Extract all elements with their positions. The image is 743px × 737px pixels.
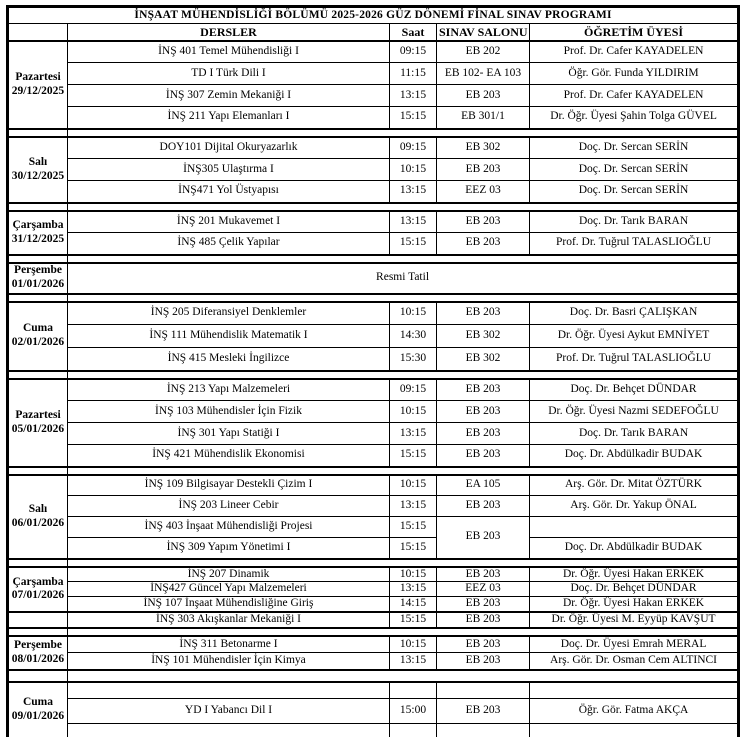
course-cell: İNŞ 201 Mukavemet I [68, 211, 390, 233]
course-cell: İNŞ 311 Betonarme I [68, 636, 390, 653]
course-cell: YD I Yabancı Dil I [68, 699, 390, 724]
day-date: 08/01/2026 [11, 652, 65, 665]
day-cell [8, 137, 68, 203]
exam-schedule-document [6, 5, 737, 737]
course-cell: İNŞ 207 Dinamik [68, 567, 390, 582]
schedule-row [8, 181, 739, 203]
instructor-cell: Dr. Öğr. Üyesi Hakan ERKEK [530, 567, 739, 582]
day-cell [8, 682, 68, 737]
schedule-row [8, 41, 739, 63]
room-cell: EB 203 [437, 85, 530, 107]
gap-day-cell [8, 371, 68, 379]
gap-day-cell [8, 129, 68, 137]
day-cell [8, 379, 68, 467]
course-cell: İNŞ 107 İnşaat Mühendisliğine Giriş [68, 597, 390, 612]
schedule-row [8, 379, 739, 401]
day-date: 06/01/2026 [11, 516, 65, 529]
time-cell [390, 682, 437, 699]
room-cell: EB 203 [437, 445, 530, 467]
schedule-body [8, 7, 739, 737]
time-cell: 11:15 [390, 63, 437, 85]
instructor-cell: Doç. Dr. Abdülkadir BUDAK [530, 445, 739, 467]
instructor-cell: Arş. Gör. Dr. Mitat ÖZTÜRK [530, 475, 739, 496]
instructor-cell: Doç. Dr. Tarık BARAN [530, 211, 739, 233]
schedule-row [8, 636, 739, 653]
time-cell: 14:15 [390, 597, 437, 612]
gap-cell [68, 467, 739, 475]
instructor-cell: Doç. Dr. Abdülkadir BUDAK [530, 538, 739, 559]
time-cell: 10:15 [390, 636, 437, 653]
instructor-cell: Arş. Gör. Dr. Osman Cem ALTINCI [530, 653, 739, 670]
room-cell: EB 102- EA 103 [437, 63, 530, 85]
time-cell: 13:15 [390, 85, 437, 107]
gap-day-cell [8, 670, 68, 682]
time-cell: 09:15 [390, 379, 437, 401]
day-name: Pazartesi [15, 408, 61, 421]
day-cell [8, 41, 68, 129]
schedule-row [8, 538, 739, 559]
course-cell: İNŞ 213 Yapı Malzemeleri [68, 379, 390, 401]
day-cell [8, 211, 68, 255]
schedule-row [8, 325, 739, 348]
day-name: Cuma [22, 696, 54, 709]
course-cell: İNŞ 307 Zemin Mekaniği I [68, 85, 390, 107]
block-gap [8, 670, 739, 682]
time-cell: 10:15 [390, 401, 437, 423]
room-cell [437, 682, 530, 699]
holiday-note: Resmi Tatil [68, 263, 739, 294]
instructor-cell: Prof. Dr. Cafer KAYADELEN [530, 85, 739, 107]
time-cell: 10:15 [390, 567, 437, 582]
time-cell: 15:15 [390, 517, 437, 538]
gap-day-cell [8, 628, 68, 636]
time-cell: 13:15 [390, 211, 437, 233]
room-cell: EB 301/1 [437, 107, 530, 129]
schedule-row [8, 724, 739, 737]
instructor-cell [530, 517, 739, 538]
schedule-row [8, 263, 739, 294]
schedule-row [8, 137, 739, 159]
room-cell: EB 203 [437, 612, 530, 628]
day-name: Cuma [22, 322, 54, 335]
gap-cell [68, 255, 739, 263]
course-cell: İNŞ427 Güncel Yapı Malzemeleri [68, 582, 390, 597]
schedule-row [8, 159, 739, 181]
instructor-cell: Doç. Dr. Üyesi Emrah MERAL [530, 636, 739, 653]
instructor-cell: Prof. Dr. Tuğrul TALASLIOĞLU [530, 348, 739, 371]
room-cell: EB 203 [437, 699, 530, 724]
time-cell: 09:15 [390, 41, 437, 63]
day-name: Perşembe [14, 264, 62, 277]
course-cell: İNŞ 205 Diferansiyel Denklemler [68, 302, 390, 325]
day-date: 29/12/2025 [11, 84, 65, 97]
room-cell: EEZ 03 [437, 181, 530, 203]
course-cell: TD I Türk Dili I [68, 63, 390, 85]
time-cell [390, 724, 437, 737]
room-cell: EB 203 [437, 379, 530, 401]
room-cell: EB 203 [437, 567, 530, 582]
course-cell: İNŞ 211 Yapı Elemanları I [68, 107, 390, 129]
gap-day-cell [8, 294, 68, 302]
room-cell: EB 302 [437, 325, 530, 348]
exam-schedule-table [6, 5, 740, 737]
instructor-cell: Doç. Dr. Behçet DÜNDAR [530, 582, 739, 597]
block-gap [8, 129, 739, 137]
instructor-cell [530, 724, 739, 737]
course-cell: İNŞ 401 Temel Mühendisliği I [68, 41, 390, 63]
day-cell [8, 302, 68, 371]
gap-day-cell [8, 559, 68, 567]
instructor-cell [530, 682, 739, 699]
col-header-saat: Saat [390, 24, 437, 41]
course-cell: İNŞ 101 Mühendisler İçin Kimya [68, 653, 390, 670]
course-cell: İNŞ 309 Yapım Yönetimi I [68, 538, 390, 559]
time-cell: 14:30 [390, 325, 437, 348]
day-name: Salı [28, 502, 48, 515]
schedule-row [8, 612, 739, 628]
col-header-dersler: DERSLER [68, 24, 390, 41]
day-date: 09/01/2026 [11, 710, 65, 723]
time-cell: 15:15 [390, 445, 437, 467]
schedule-row [8, 107, 739, 129]
gap-cell [68, 670, 739, 682]
block-gap [8, 559, 739, 567]
room-cell: EB 203 [437, 401, 530, 423]
gap-cell [68, 203, 739, 211]
time-cell: 15:15 [390, 233, 437, 255]
instructor-cell: Dr. Öğr. Üyesi M. Eyyüp KAVŞUT [530, 612, 739, 628]
instructor-cell: Doç. Dr. Behçet DÜNDAR [530, 379, 739, 401]
gap-cell [68, 129, 739, 137]
time-cell: 10:15 [390, 475, 437, 496]
schedule-row [8, 423, 739, 445]
time-cell: 15:15 [390, 538, 437, 559]
schedule-row [8, 445, 739, 467]
course-cell: İNŞ 415 Mesleki İngilizce [68, 348, 390, 371]
schedule-row [8, 496, 739, 517]
course-cell: İNŞ 403 İnşaat Mühendisliği Projesi [68, 517, 390, 538]
course-cell: İNŞ 103 Mühendisler İçin Fizik [68, 401, 390, 423]
instructor-cell: Öğr. Gör. Fatma AKÇA [530, 699, 739, 724]
block-gap [8, 628, 739, 636]
time-cell: 10:15 [390, 159, 437, 181]
title-row [8, 7, 739, 24]
course-cell: İNŞ 301 Yapı Statiği I [68, 423, 390, 445]
instructor-cell: Dr. Öğr. Üyesi Hakan ERKEK [530, 597, 739, 612]
time-cell: 15:30 [390, 348, 437, 371]
time-cell: 09:15 [390, 137, 437, 159]
schedule-row [8, 63, 739, 85]
course-cell [68, 682, 390, 699]
schedule-row [8, 233, 739, 255]
schedule-row [8, 682, 739, 699]
instructor-cell: Öğr. Gör. Funda YILDIRIM [530, 63, 739, 85]
course-cell: İNŞ471 Yol Üstyapısı [68, 181, 390, 203]
room-cell: EB 302 [437, 348, 530, 371]
col-header-uyesi: ÖĞRETİM ÜYESİ [530, 24, 739, 41]
room-cell: EB 203 [437, 233, 530, 255]
day-date: 01/01/2026 [11, 278, 65, 290]
day-name: Pazartesi [15, 70, 61, 83]
schedule-row [8, 517, 739, 538]
instructor-cell: Doç. Dr. Basri ÇALIŞKAN [530, 302, 739, 325]
day-date: 07/01/2026 [11, 589, 65, 602]
room-cell: EB 203 [437, 496, 530, 517]
instructor-cell: Dr. Öğr. Üyesi Nazmi SEDEFOĞLU [530, 401, 739, 423]
room-cell: EB 203 [437, 636, 530, 653]
instructor-cell: Prof. Dr. Cafer KAYADELEN [530, 41, 739, 63]
instructor-cell: Doç. Dr. Sercan SERİN [530, 159, 739, 181]
day-cell [8, 475, 68, 559]
course-cell: DOY101 Dijital Okuryazarlık [68, 137, 390, 159]
gap-day-cell [8, 203, 68, 211]
room-cell: EB 203 [437, 423, 530, 445]
col-header-day [8, 24, 68, 41]
day-name: Çarşamba [12, 575, 64, 588]
day-cell [8, 636, 68, 670]
instructor-cell: Dr. Öğr. Üyesi Şahin Tolga GÜVEL [530, 107, 739, 129]
course-cell: İNŞ 303 Akışkanlar Mekaniği I [68, 612, 390, 628]
room-cell: EB 203 [437, 653, 530, 670]
schedule-row [8, 567, 739, 582]
col-header-salon: SINAV SALONU [437, 24, 530, 41]
gap-cell [68, 294, 739, 302]
day-cell [8, 263, 68, 294]
gap-day-cell [8, 255, 68, 263]
header-row [8, 24, 739, 41]
day-name: Perşembe [14, 639, 62, 652]
time-cell: 13:15 [390, 496, 437, 517]
day-cell-empty [8, 612, 68, 628]
day-name: Salı [28, 155, 48, 168]
course-cell: İNŞ 203 Lineer Cebir [68, 496, 390, 517]
schedule-row [8, 85, 739, 107]
day-name: Çarşamba [12, 218, 64, 231]
room-cell: EB 203 [437, 302, 530, 325]
room-cell: EB 203 [437, 597, 530, 612]
instructor-cell: Arş. Gör. Dr. Yakup ÖNAL [530, 496, 739, 517]
gap-cell [68, 371, 739, 379]
gap-cell [68, 559, 739, 567]
schedule-row [8, 348, 739, 371]
room-cell: EB 203 [437, 211, 530, 233]
gap-day-cell [8, 467, 68, 475]
day-date: 05/01/2026 [11, 422, 65, 435]
schedule-row [8, 582, 739, 597]
gap-cell [68, 628, 739, 636]
schedule-row [8, 302, 739, 325]
time-cell: 13:15 [390, 653, 437, 670]
instructor-cell: Doç. Dr. Sercan SERİN [530, 137, 739, 159]
instructor-cell: Doç. Dr. Tarık BARAN [530, 423, 739, 445]
schedule-row [8, 401, 739, 423]
block-gap [8, 467, 739, 475]
page-title: İNŞAAT MÜHENDİSLİĞİ BÖLÜMÜ 2025-2026 GÜZ DÖNEMİ FİNAL SINAV PROGRAMI [8, 7, 739, 24]
room-cell: EB 302 [437, 137, 530, 159]
block-gap [8, 203, 739, 211]
block-gap [8, 294, 739, 302]
course-cell: İNŞ 421 Mühendislik Ekonomisi [68, 445, 390, 467]
room-cell: EB 203 [437, 517, 530, 559]
block-gap [8, 255, 739, 263]
schedule-row [8, 653, 739, 670]
room-cell: EEZ 03 [437, 582, 530, 597]
instructor-cell: Prof. Dr. Tuğrul TALASLIOĞLU [530, 233, 739, 255]
instructor-cell: Doç. Dr. Sercan SERİN [530, 181, 739, 203]
time-cell: 13:15 [390, 582, 437, 597]
block-gap [8, 371, 739, 379]
time-cell: 10:15 [390, 302, 437, 325]
schedule-row [8, 699, 739, 724]
time-cell: 15:15 [390, 107, 437, 129]
course-cell: İNŞ305 Ulaştırma I [68, 159, 390, 181]
room-cell: EB 203 [437, 159, 530, 181]
room-cell: EA 105 [437, 475, 530, 496]
day-cell [8, 567, 68, 613]
course-cell: İNŞ 111 Mühendislik Matematik I [68, 325, 390, 348]
time-cell: 15:15 [390, 612, 437, 628]
day-date: 31/12/2025 [11, 232, 65, 245]
schedule-row [8, 597, 739, 612]
time-cell: 13:15 [390, 181, 437, 203]
room-cell: EB 202 [437, 41, 530, 63]
course-cell: İNŞ 109 Bilgisayar Destekli Çizim I [68, 475, 390, 496]
time-cell: 13:15 [390, 423, 437, 445]
room-cell [437, 724, 530, 737]
day-date: 30/12/2025 [11, 169, 65, 182]
day-date: 02/01/2026 [11, 336, 65, 348]
instructor-cell: Dr. Öğr. Üyesi Aykut EMNİYET [530, 325, 739, 348]
time-cell: 15:00 [390, 699, 437, 724]
schedule-row [8, 475, 739, 496]
course-cell [68, 724, 390, 737]
schedule-row [8, 211, 739, 233]
course-cell: İNŞ 485 Çelik Yapılar [68, 233, 390, 255]
